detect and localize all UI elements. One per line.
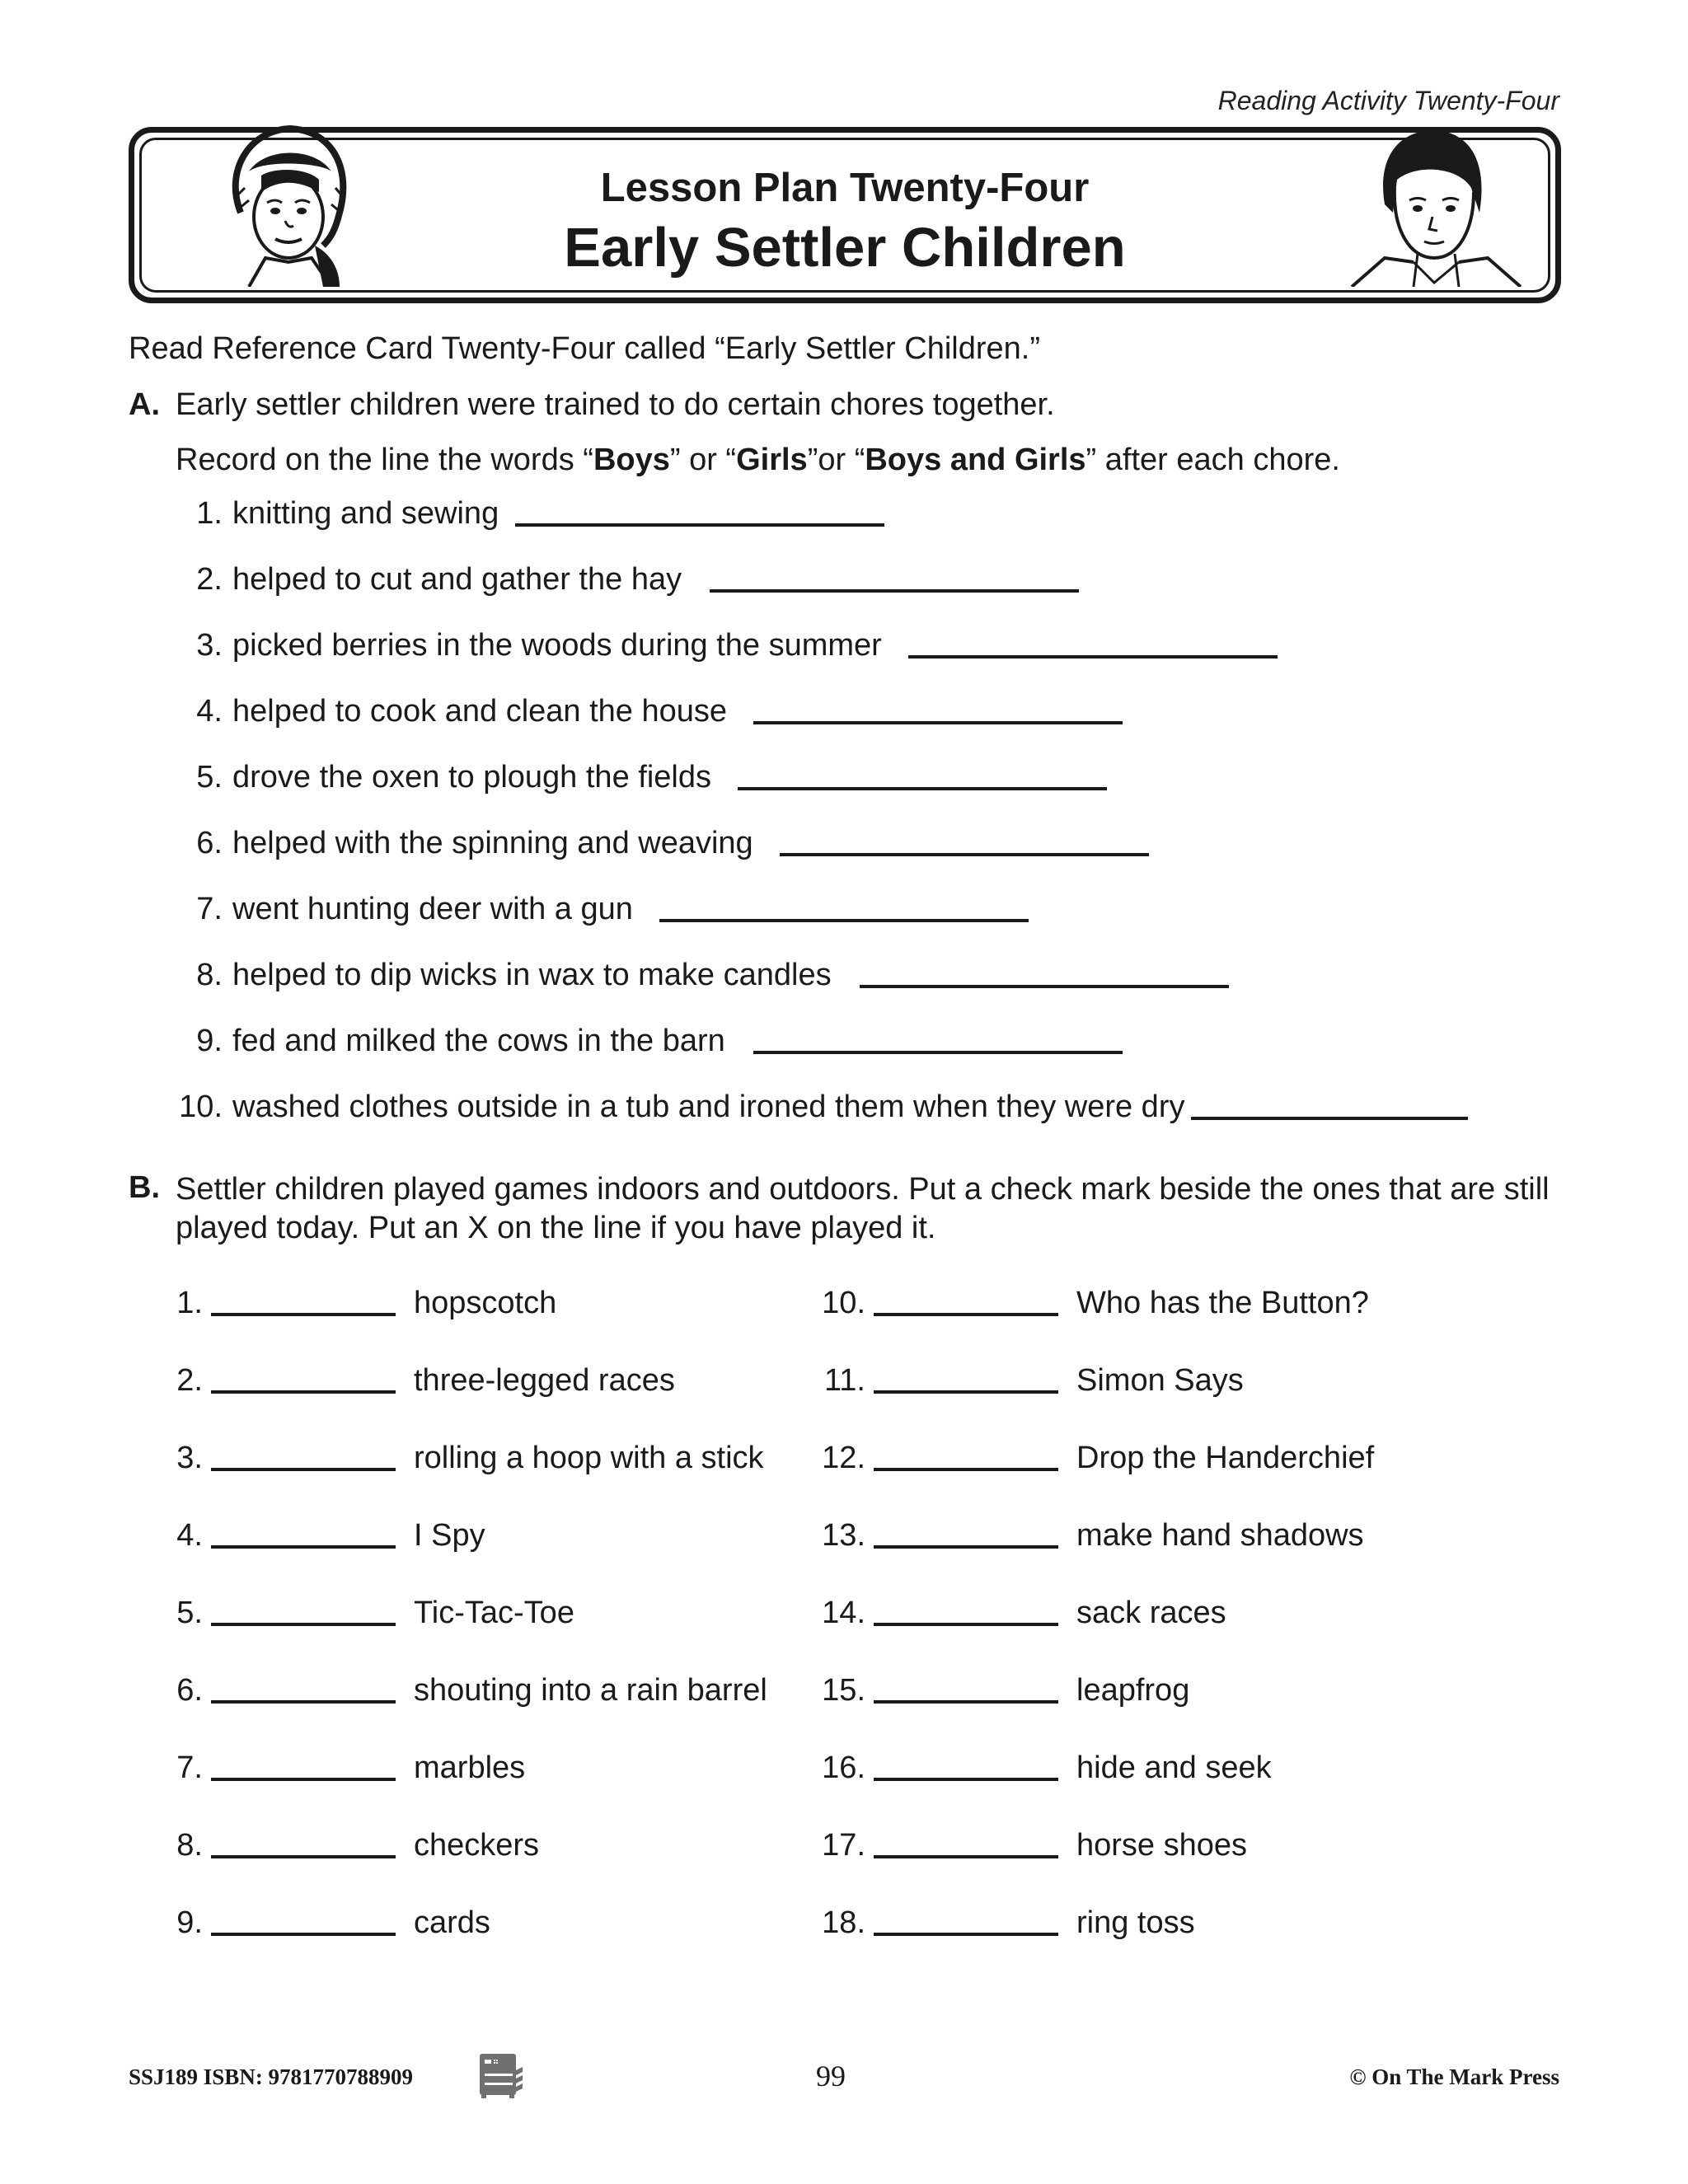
chore-text: drove the oxen to plough the fields xyxy=(232,760,711,794)
game-number: 14. xyxy=(822,1596,865,1630)
game-number: 5. xyxy=(176,1596,203,1630)
chore-item xyxy=(165,1024,1123,1059)
game-text: make hand shadows xyxy=(1076,1518,1364,1553)
instruction-text: ” after each chore. xyxy=(1085,443,1340,477)
boy-portrait-icon xyxy=(1335,122,1525,287)
check-line[interactable] xyxy=(874,1467,1058,1471)
game-number: 4. xyxy=(176,1518,203,1553)
game-item xyxy=(173,1518,485,1554)
game-text: Simon Says xyxy=(1076,1363,1244,1398)
chore-item xyxy=(165,1090,1468,1125)
footer-copyright: © On The Mark Press xyxy=(1349,2064,1559,2089)
game-text: Tic-Tac-Toe xyxy=(414,1596,574,1630)
chore-text: helped to cut and gather the hay xyxy=(232,562,682,597)
answer-line[interactable] xyxy=(860,984,1229,988)
game-item xyxy=(819,1750,1272,1786)
chore-item xyxy=(165,694,1123,729)
check-line[interactable] xyxy=(211,1777,396,1781)
check-line[interactable] xyxy=(874,1777,1058,1781)
chore-item xyxy=(165,826,1149,861)
check-line[interactable] xyxy=(874,1932,1058,1936)
game-item xyxy=(173,1750,525,1786)
check-line[interactable] xyxy=(874,1622,1058,1626)
section-a-label: A. xyxy=(129,387,160,422)
game-item xyxy=(173,1286,556,1321)
answer-line[interactable] xyxy=(515,523,884,527)
game-item xyxy=(819,1596,1226,1631)
chore-number: 8. xyxy=(196,958,223,992)
check-line[interactable] xyxy=(211,1312,396,1316)
answer-line[interactable] xyxy=(1191,1116,1468,1120)
game-number: 3. xyxy=(176,1441,203,1475)
instruction-text: Record on the line the words “ xyxy=(176,443,593,477)
activity-label: Reading Activity Twenty-Four xyxy=(1217,86,1559,115)
footer-code-isbn: SSJ189 ISBN: 9781770788909 xyxy=(129,2064,414,2089)
game-number: 12. xyxy=(822,1441,865,1475)
title-banner xyxy=(129,127,1561,303)
game-item xyxy=(819,1363,1244,1399)
chore-item xyxy=(165,562,1079,598)
section-a-instruction xyxy=(176,443,1340,478)
game-item xyxy=(819,1518,1364,1554)
chore-number: 5. xyxy=(196,760,223,794)
intro-instruction: Read Reference Card Twenty-Four called “Early Settler Children.” xyxy=(129,331,1040,366)
answer-line[interactable] xyxy=(753,1050,1123,1054)
game-number: 18. xyxy=(822,1905,865,1940)
check-line[interactable] xyxy=(874,1390,1058,1394)
chore-item xyxy=(165,892,1029,927)
game-text: sack races xyxy=(1076,1596,1226,1630)
check-line[interactable] xyxy=(211,1544,396,1549)
chore-text: fed and milked the cows in the barn xyxy=(232,1024,725,1058)
chore-text: washed clothes outside in a tub and ironed them when they were dry xyxy=(232,1090,1185,1124)
game-item xyxy=(173,1363,675,1399)
game-number: 9. xyxy=(176,1905,203,1940)
chore-item xyxy=(165,958,1229,993)
chore-number: 7. xyxy=(196,892,223,926)
check-line[interactable] xyxy=(211,1467,396,1471)
chore-text: picked berries in the woods during the summer xyxy=(232,628,882,663)
game-item xyxy=(173,1673,767,1708)
check-line[interactable] xyxy=(211,1854,396,1858)
check-line[interactable] xyxy=(874,1544,1058,1549)
game-item xyxy=(819,1673,1189,1708)
game-number: 16. xyxy=(822,1750,865,1785)
game-text: I Spy xyxy=(414,1518,485,1553)
game-item xyxy=(819,1828,1247,1863)
check-line[interactable] xyxy=(211,1932,396,1936)
chore-item xyxy=(165,760,1107,795)
answer-line[interactable] xyxy=(710,588,1079,593)
chore-text: helped to cook and clean the house xyxy=(232,694,728,729)
game-item xyxy=(819,1286,1369,1321)
game-text: hopscotch xyxy=(414,1286,557,1320)
game-number: 17. xyxy=(822,1828,865,1863)
check-line[interactable] xyxy=(874,1699,1058,1704)
chore-number: 3. xyxy=(196,628,223,663)
answer-line[interactable] xyxy=(908,654,1278,658)
game-text: marbles xyxy=(414,1750,526,1785)
keyword-boys-and-girls: Boys and Girls xyxy=(865,443,1086,477)
chore-number: 9. xyxy=(196,1024,223,1058)
game-number: 2. xyxy=(176,1363,203,1398)
game-text: Who has the Button? xyxy=(1076,1286,1369,1320)
page-title: Early Settler Children xyxy=(564,217,1126,279)
check-line[interactable] xyxy=(211,1699,396,1704)
banner-inner-border xyxy=(139,138,1550,293)
game-item xyxy=(173,1905,490,1941)
chore-text: helped with the spinning and weaving xyxy=(232,826,753,860)
game-item xyxy=(819,1441,1374,1476)
game-item xyxy=(173,1596,574,1631)
chore-number: 1. xyxy=(196,496,223,531)
game-number: 1. xyxy=(176,1286,203,1320)
answer-line[interactable] xyxy=(753,720,1123,724)
section-b-text: Settler children played games indoors and outdoors. Put a check mark beside the ones that are still played today. Put an X on the line if you have played it. xyxy=(176,1172,1550,1245)
game-text: ring toss xyxy=(1076,1905,1195,1940)
chore-item xyxy=(165,496,884,532)
game-number: 6. xyxy=(176,1673,203,1708)
game-text: cards xyxy=(414,1905,490,1940)
game-number: 15. xyxy=(822,1673,865,1708)
game-item xyxy=(819,1905,1195,1941)
chore-number: 4. xyxy=(196,694,223,729)
check-line[interactable] xyxy=(211,1622,396,1626)
game-number: 10. xyxy=(822,1286,865,1320)
section-b-label: B. xyxy=(129,1170,160,1205)
chore-number: 10. xyxy=(179,1090,223,1124)
printer-icon xyxy=(476,2052,526,2098)
game-text: shouting into a rain barrel xyxy=(414,1673,767,1708)
game-text: hide and seek xyxy=(1076,1750,1272,1785)
instruction-text: ”or “ xyxy=(807,443,865,477)
answer-line[interactable] xyxy=(659,918,1029,922)
game-number: 11. xyxy=(823,1363,865,1398)
chore-number: 6. xyxy=(196,826,223,860)
instruction-text: ” or “ xyxy=(669,443,737,477)
game-text: three-legged races xyxy=(414,1363,675,1398)
check-line[interactable] xyxy=(211,1390,396,1394)
game-number: 8. xyxy=(176,1828,203,1863)
game-text: checkers xyxy=(414,1828,540,1863)
game-text: Drop the Handerchief xyxy=(1076,1441,1375,1475)
lesson-plan-subtitle: Lesson Plan Twenty-Four xyxy=(600,166,1090,210)
keyword-girls: Girls xyxy=(736,443,808,477)
chore-text: knitting and sewing xyxy=(232,496,499,531)
keyword-boys: Boys xyxy=(593,443,670,477)
chore-text: went hunting deer with a gun xyxy=(232,892,633,926)
answer-line[interactable] xyxy=(738,786,1107,790)
game-number: 7. xyxy=(176,1750,203,1785)
game-text: leapfrog xyxy=(1076,1673,1190,1708)
section-a-text: Early settler children were trained to do certain chores together. xyxy=(176,387,1055,422)
answer-line[interactable] xyxy=(780,852,1149,856)
check-line[interactable] xyxy=(874,1854,1058,1858)
game-item xyxy=(173,1441,764,1476)
chore-item xyxy=(165,628,1278,663)
game-text: rolling a hoop with a stick xyxy=(414,1441,764,1475)
page-number: 99 xyxy=(816,2060,846,2093)
check-line[interactable] xyxy=(874,1312,1058,1316)
game-number: 13. xyxy=(822,1518,865,1553)
chore-text: helped to dip wicks in wax to make candles xyxy=(232,958,832,992)
game-text: horse shoes xyxy=(1076,1828,1248,1863)
game-item xyxy=(173,1828,539,1863)
chore-number: 2. xyxy=(196,562,223,597)
